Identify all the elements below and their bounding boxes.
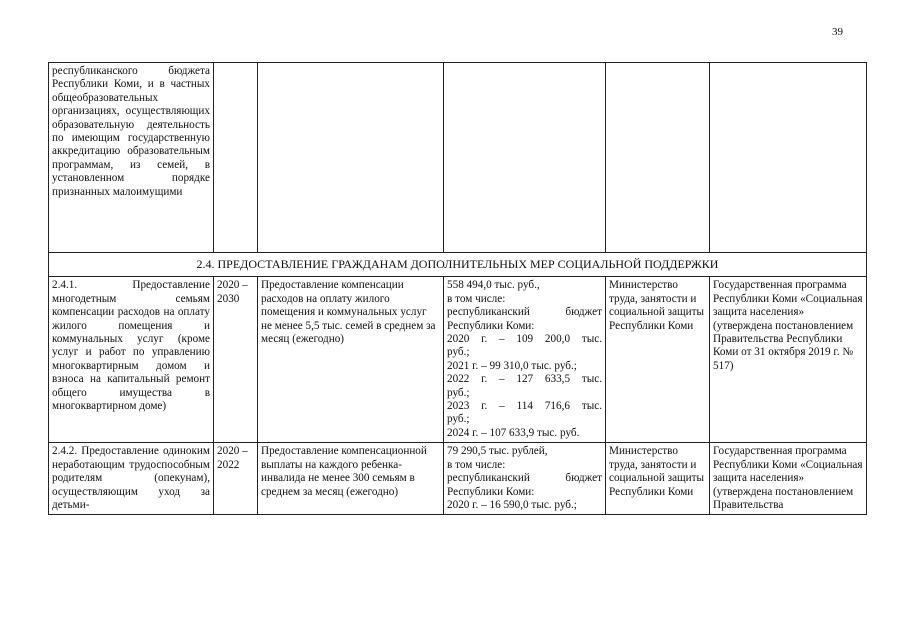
period-cell: [214, 277, 258, 443]
funding-line: республиканский бюджет: [447, 306, 602, 319]
funding-line: 2023 г. – 114 716,6 тыс.: [447, 400, 602, 413]
funding-cell: [444, 443, 606, 515]
executor-cell: Министерство труда, занятости и социальной защиты Республики Коми: [606, 277, 710, 443]
table-row: [49, 277, 867, 443]
executor-cell: Министерство труда, занятости и социальной защиты Республики Коми: [606, 443, 710, 515]
funding-line: руб.;: [447, 386, 470, 399]
funding-line: 2020 г. – 16 590,0 тыс. руб.;: [447, 498, 577, 511]
funding-line: 2022 г. – 127 633,5 тыс.: [447, 373, 602, 386]
funding-line: руб.;: [447, 346, 470, 359]
period-start: 2020 –: [217, 445, 248, 458]
funding-cell: [444, 63, 606, 253]
funding-line: в том числе:: [447, 458, 506, 471]
funding-line: в том числе:: [447, 292, 506, 305]
period-start: 2020 –: [217, 279, 248, 292]
section-heading-row: [49, 253, 867, 277]
result-cell: Предоставление компенсационной выплаты на каждого ребенка-инвалида не менее 300 семьям в среднем за месяц (ежегодно): [258, 443, 444, 515]
funding-cell: [444, 277, 606, 443]
period-cell: [214, 443, 258, 515]
funding-line: 2024 г. – 107 633,9 тыс. руб.: [447, 426, 580, 439]
measure-cell: 2.4.1. Предоставление многодетным семьям компенсации расходов на оплату жилого помещения и коммунальных услуг (кроме услуг и работ по управлению многоквартирным домом и взноса на капитальный ремонт общего имущества в многоквартирном доме): [49, 277, 214, 443]
program-cell: Государственная программа Республики Коми «Социальная защита населения» (утверждена постановлением Правительства Республики Коми от 31 октября 2019 г. № 517): [710, 277, 867, 443]
section-heading: 2.4. ПРЕДОСТАВЛЕНИЕ ГРАЖДАНАМ ДОПОЛНИТЕЛЬНЫХ МЕР СОЦИАЛЬНОЙ ПОДДЕРЖКИ: [49, 253, 867, 277]
program-cell: [710, 63, 867, 253]
period-end: 2030: [217, 292, 240, 305]
program-cell: Государственная программа Республики Коми «Социальная защита населения» (утверждена постановлением Правительства: [710, 443, 867, 515]
period-cell: [214, 63, 258, 253]
result-cell: [258, 63, 444, 253]
measures-table: [48, 62, 867, 515]
page-number: 39: [832, 26, 843, 38]
funding-line: 79 290,5 тыс. рублей,: [447, 445, 548, 458]
table-row: [49, 63, 867, 253]
result-cell: Предоставление компенсации расходов на оплату жилого помещения и коммунальных услуг не менее 5,5 тыс. семей в среднем за месяц (ежегодно): [258, 277, 444, 443]
funding-line: 558 494,0 тыс. руб.,: [447, 279, 540, 292]
funding-line: 2020 г. – 109 200,0 тыс.: [447, 333, 602, 346]
funding-line: Республики Коми:: [447, 485, 535, 498]
funding-line: Республики Коми:: [447, 319, 535, 332]
executor-cell: [606, 63, 710, 253]
table-row: [49, 443, 867, 515]
measure-cell: 2.4.2. Предоставление одиноким неработающим трудоспособным родителям (опекунам), осуществляющим уход за детьми-: [49, 443, 214, 515]
measure-cell: республиканского бюджета Республики Коми, и в частных общеобразовательных организациях, осуществляющих образовательную деятельность по имеющим государственную аккредитацию образовательным программам, из семей, в установленном порядке признанных малоимущими: [49, 63, 214, 253]
funding-line: республиканский бюджет: [447, 472, 602, 485]
period-end: 2022: [217, 458, 240, 471]
funding-line: 2021 г. – 99 310,0 тыс. руб.;: [447, 359, 577, 372]
funding-line: руб.;: [447, 413, 470, 426]
